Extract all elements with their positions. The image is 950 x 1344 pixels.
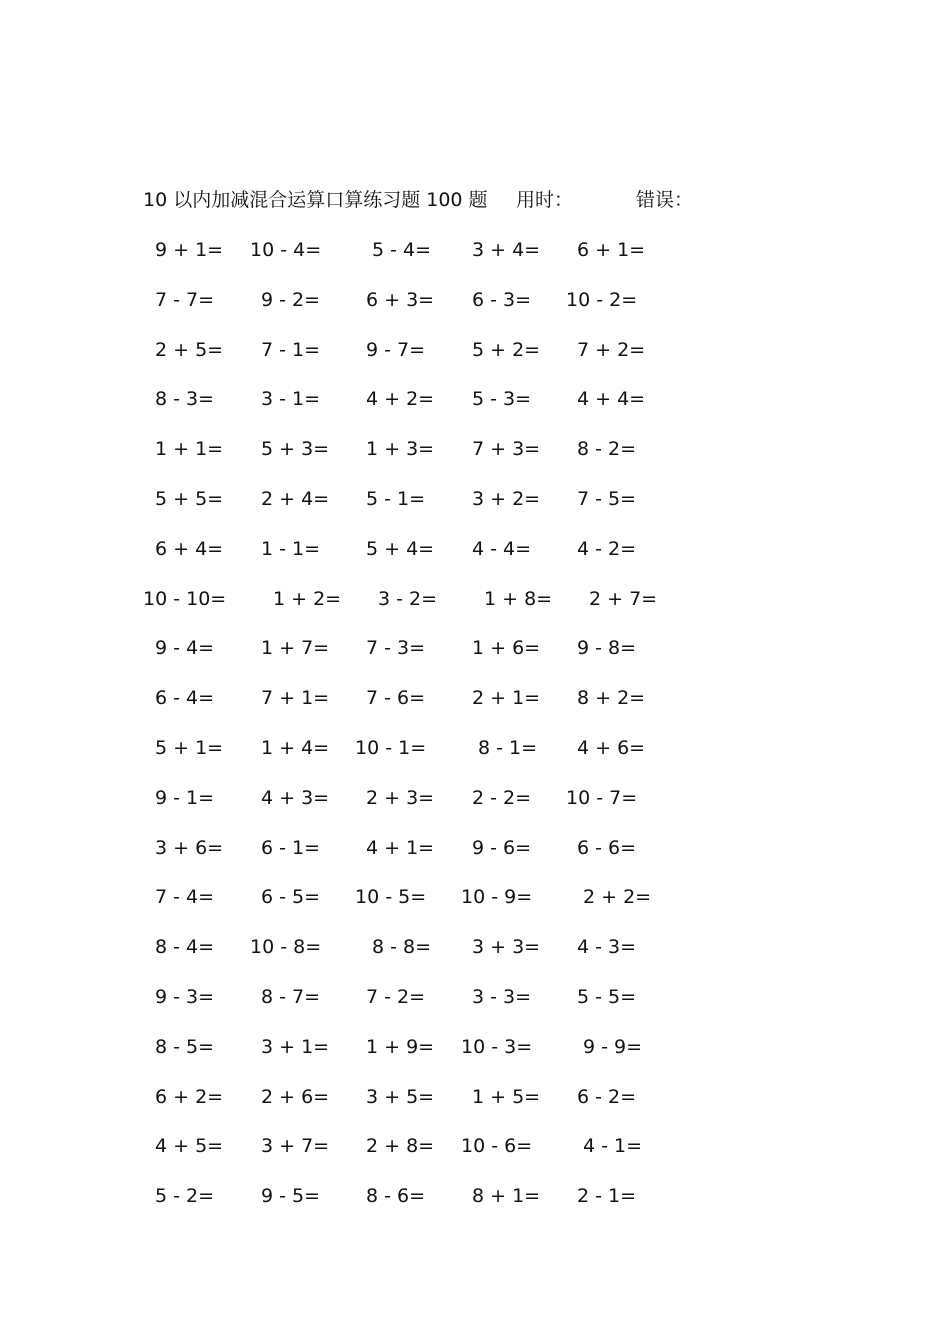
problem-item: 5 - 1= <box>366 488 426 510</box>
problem-item: 5 - 3= <box>472 388 532 411</box>
problem-item: 9 - 1= <box>155 786 215 809</box>
problem-item: 1 + 7= <box>261 637 330 660</box>
problem-item: 4 + 3= <box>261 786 330 809</box>
problem-item: 10 - 1= <box>355 737 427 759</box>
problem-item: 1 + 1= <box>155 438 224 461</box>
problem-item: 7 + 1= <box>261 687 330 710</box>
problem-row <box>0 833 950 863</box>
problem-item: 6 - 5= <box>261 886 321 909</box>
problem-item: 6 + 3= <box>366 288 435 311</box>
problem-item: 9 - 3= <box>155 986 215 1008</box>
problem-item: 9 + 1= <box>155 239 224 261</box>
problem-item: 10 - 3= <box>461 1035 533 1058</box>
problem-item: 7 - 6= <box>366 687 426 710</box>
problem-item: 5 + 5= <box>155 488 224 510</box>
problem-item: 2 + 7= <box>589 587 658 610</box>
problem-item: 3 + 2= <box>472 488 541 510</box>
problem-item: 10 - 2= <box>566 288 638 311</box>
problem-item: 6 - 6= <box>577 836 637 859</box>
problem-item: 9 - 8= <box>577 637 637 660</box>
problem-item: 5 + 4= <box>366 537 435 560</box>
problem-row <box>0 434 950 464</box>
problem-item: 3 + 1= <box>261 1035 330 1058</box>
problem-item: 1 + 5= <box>472 1085 541 1108</box>
problem-item: 2 + 5= <box>155 338 224 361</box>
problem-item: 8 - 7= <box>261 986 321 1008</box>
problem-row <box>0 982 950 1012</box>
problem-item: 2 - 2= <box>472 786 532 809</box>
problem-item: 6 + 1= <box>577 239 646 261</box>
problem-item: 4 - 2= <box>577 537 637 560</box>
problem-row <box>0 1181 950 1211</box>
problem-item: 1 + 9= <box>366 1035 435 1058</box>
problem-item: 7 + 2= <box>577 338 646 361</box>
problem-item: 7 - 1= <box>261 338 321 361</box>
problem-item: 3 - 1= <box>261 388 321 411</box>
problem-item: 3 + 7= <box>261 1135 330 1158</box>
problem-item: 10 - 5= <box>355 886 427 909</box>
problem-item: 4 - 1= <box>583 1135 643 1158</box>
problem-item: 6 - 2= <box>577 1085 637 1108</box>
problem-item: 1 + 3= <box>366 438 435 461</box>
problem-row <box>0 882 950 912</box>
problem-item: 6 - 1= <box>261 836 321 859</box>
problem-item: 1 + 2= <box>273 587 342 610</box>
problem-item: 9 - 9= <box>583 1035 643 1058</box>
problem-item: 4 + 6= <box>577 737 646 759</box>
problem-row <box>0 683 950 713</box>
problem-item: 8 - 5= <box>155 1035 215 1058</box>
problem-row <box>0 584 950 614</box>
problem-item: 5 + 1= <box>155 737 224 759</box>
problem-item: 3 + 6= <box>155 836 224 859</box>
problem-row <box>0 484 950 514</box>
problem-item: 7 - 4= <box>155 886 215 909</box>
problem-row <box>0 384 950 414</box>
problem-row <box>0 783 950 813</box>
problem-row <box>0 1082 950 1112</box>
problem-item: 8 + 2= <box>577 687 646 710</box>
problem-item: 8 - 4= <box>155 936 215 959</box>
problem-item: 3 + 4= <box>472 239 541 261</box>
problem-item: 9 - 4= <box>155 637 215 660</box>
problem-item: 2 + 4= <box>261 488 330 510</box>
problem-item: 8 - 3= <box>155 388 215 411</box>
problem-item: 8 - 8= <box>372 936 432 959</box>
error-count-label: 错误： <box>636 189 694 211</box>
problem-item: 7 - 7= <box>155 288 215 311</box>
problem-item: 8 - 1= <box>478 737 538 759</box>
problem-item: 6 - 3= <box>472 288 532 311</box>
problem-item: 1 + 8= <box>484 587 553 610</box>
problem-row <box>0 285 950 315</box>
problem-item: 10 - 4= <box>250 239 322 261</box>
problem-item: 4 + 2= <box>366 388 435 411</box>
problem-item: 7 - 2= <box>366 986 426 1008</box>
problem-item: 1 + 6= <box>472 637 541 660</box>
problem-item: 7 + 3= <box>472 438 541 461</box>
problem-item: 10 - 7= <box>566 786 638 809</box>
problem-item: 2 + 6= <box>261 1085 330 1108</box>
problem-item: 4 + 5= <box>155 1135 224 1158</box>
problem-item: 8 - 6= <box>366 1185 426 1208</box>
problem-row <box>0 1032 950 1062</box>
problem-item: 5 - 5= <box>577 986 637 1008</box>
problem-item: 2 + 1= <box>472 687 541 710</box>
problem-item: 3 + 3= <box>472 936 541 959</box>
problem-item: 9 - 5= <box>261 1185 321 1208</box>
problem-item: 9 - 6= <box>472 836 532 859</box>
problem-item: 10 - 9= <box>461 886 533 909</box>
problem-item: 4 - 4= <box>472 537 532 560</box>
problem-item: 8 - 2= <box>577 438 637 461</box>
problem-item: 6 + 4= <box>155 537 224 560</box>
problem-item: 5 - 4= <box>372 239 432 261</box>
problem-item: 8 + 1= <box>472 1185 541 1208</box>
problem-item: 2 + 2= <box>583 886 652 909</box>
problem-row <box>0 633 950 663</box>
problem-item: 5 + 2= <box>472 338 541 361</box>
problem-item: 3 + 5= <box>366 1085 435 1108</box>
problem-row <box>0 932 950 962</box>
problem-item: 6 + 2= <box>155 1085 224 1108</box>
problem-item: 9 - 2= <box>261 288 321 311</box>
problem-item: 5 + 3= <box>261 438 330 461</box>
problem-item: 2 + 3= <box>366 786 435 809</box>
problem-item: 6 - 4= <box>155 687 215 710</box>
problem-row <box>0 1131 950 1161</box>
problem-row <box>0 534 950 564</box>
problem-item: 9 - 7= <box>366 338 426 361</box>
problem-row <box>0 335 950 365</box>
problem-item: 3 - 3= <box>472 986 532 1008</box>
problem-item: 10 - 10= <box>143 587 227 610</box>
time-used-label: 用时： <box>516 189 574 211</box>
worksheet-title: 10 以内加减混合运算口算练习题 100 题 <box>143 189 488 211</box>
problem-item: 4 + 4= <box>577 388 646 411</box>
problem-item: 7 - 5= <box>577 488 637 510</box>
problem-item: 2 - 1= <box>577 1185 637 1208</box>
problem-row <box>0 235 950 265</box>
problem-item: 3 - 2= <box>378 587 438 610</box>
problem-item: 10 - 8= <box>250 936 322 959</box>
problem-item: 1 + 4= <box>261 737 330 759</box>
problem-item: 7 - 3= <box>366 637 426 660</box>
problem-item: 5 - 2= <box>155 1185 215 1208</box>
problem-item: 1 - 1= <box>261 537 321 560</box>
problem-item: 10 - 6= <box>461 1135 533 1158</box>
problem-item: 4 + 1= <box>366 836 435 859</box>
problem-row <box>0 733 950 763</box>
problem-item: 4 - 3= <box>577 936 637 959</box>
problem-item: 2 + 8= <box>366 1135 435 1158</box>
